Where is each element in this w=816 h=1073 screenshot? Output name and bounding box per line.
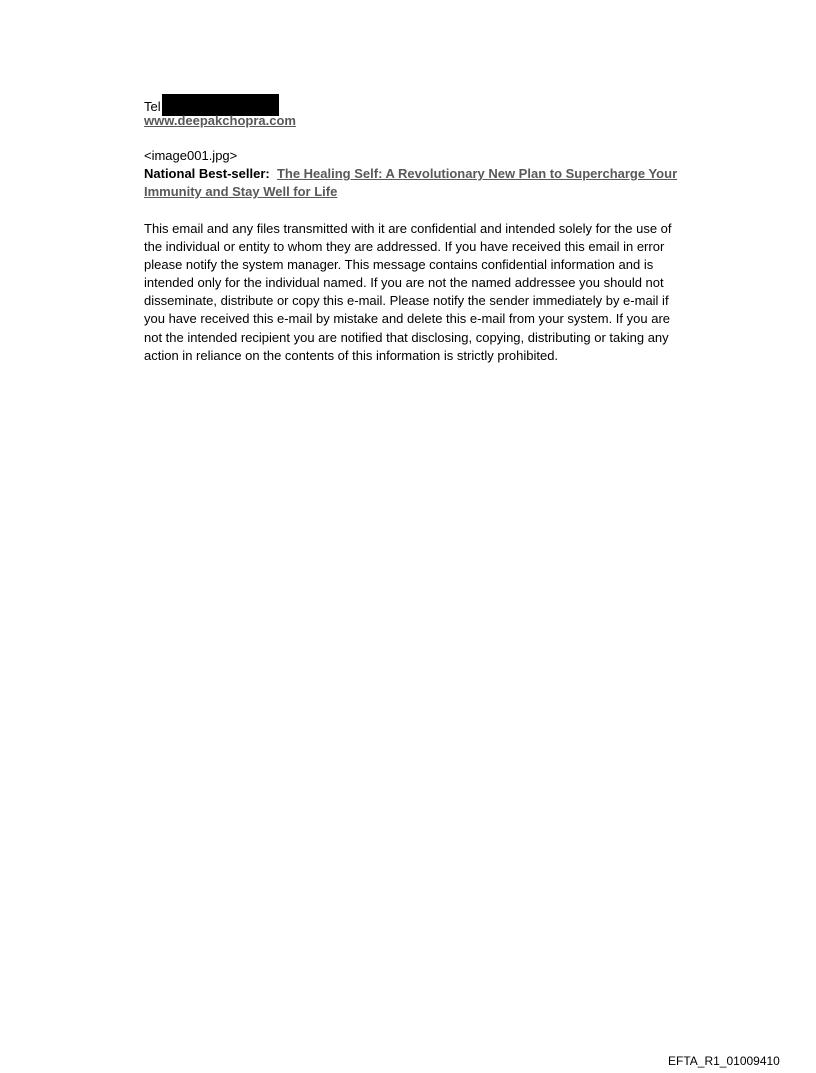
email-body: [144, 94, 684, 365]
website-line: [144, 112, 684, 130]
spacer: [144, 130, 684, 147]
document-id: EFTA_R1_01009410: [668, 1054, 780, 1068]
tel-label: Tel: [144, 99, 161, 114]
attachment-placeholder: <image001.jpg>: [144, 148, 238, 163]
bestseller-line: [144, 165, 684, 201]
bestseller-label: National Best-seller:: [144, 166, 270, 181]
confidentiality-disclaimer: This email and any files transmitted with it are confidential and intended solely for the use of the individual or entity to whom they are addressed. If you have received this email in error please notify the system manager. This message contains confidential information and is intended only for the individual named. If you are not the named addressee you should not disseminate, distribute or copy this e-mail. Please notify the sender immediately by e-mail if you have received this e-mail by mistake and delete this e-mail from your system. If you are not the intended recipient you are notified that disclosing, copying, distributing or taking any action in reliance on the contents of this information is strictly prohibited.: [144, 221, 672, 363]
website-link[interactable]: www.deepakchopra.com: [144, 113, 296, 128]
tel-line: [144, 94, 684, 112]
book-title-link[interactable]: The Healing Self: A Revolutionary New Plan to Supercharge Your Immunity and Stay Well for Life: [144, 166, 678, 199]
